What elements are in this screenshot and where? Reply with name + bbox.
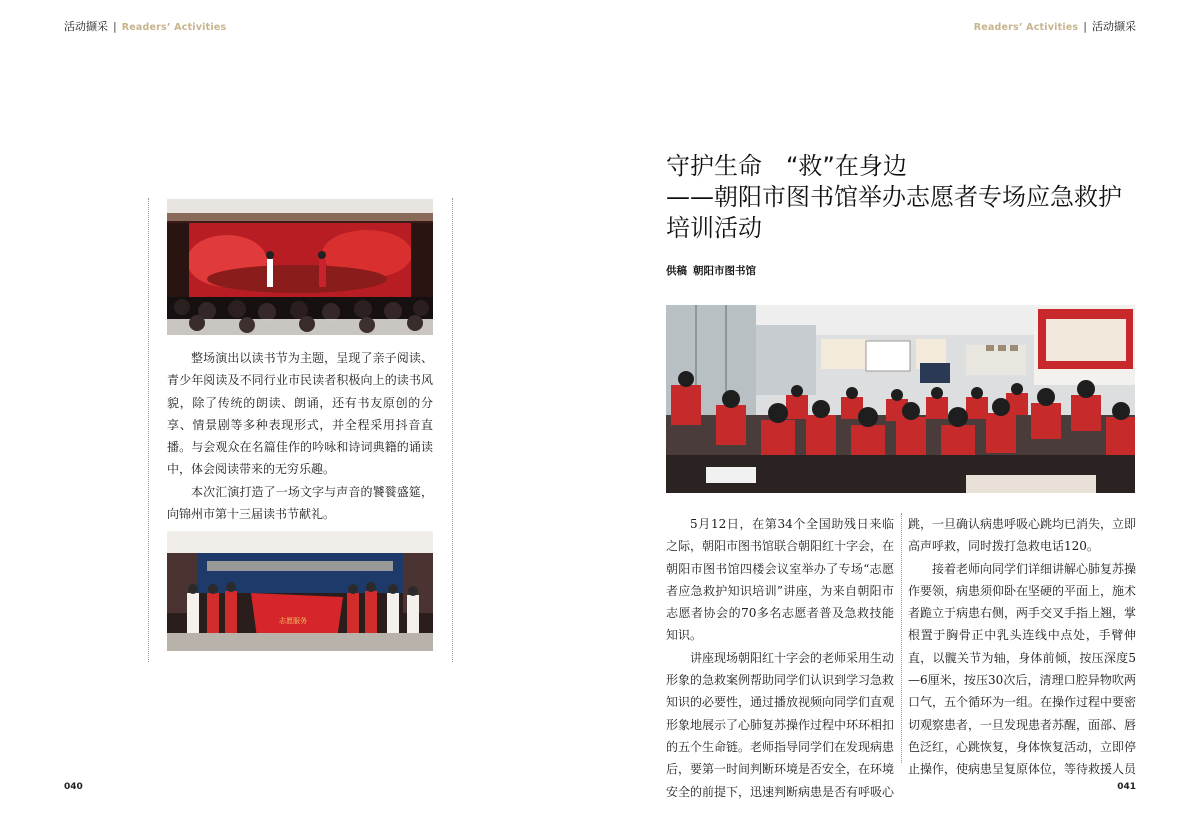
running-header-right [974, 20, 1136, 35]
paragraph: 5月12日，在第34个全国助残日来临之际，朝阳市图书馆联合朝阳红十字会，在朝阳市图书馆四楼会议室举办了专场“志愿者应急救护知识培训”讲座，为来自朝阳市志愿者协会的70多名志愿者普及急救技能知识。 [666, 517, 895, 643]
byline [666, 263, 756, 278]
title-line: 守护生命 “救”在身边 [666, 152, 907, 180]
column-rule [901, 513, 902, 763]
left-column-rule [148, 198, 149, 662]
running-header-left [64, 20, 226, 35]
byline-label: 供稿 [666, 265, 687, 277]
page-number-left: 040 [64, 782, 83, 792]
article-column-2 [908, 513, 1136, 781]
page-number-right: 041 [1117, 782, 1136, 792]
paragraph: 本次汇演打造了一场文字与声音的饕餮盛筵，向锦州市第十三届读书节献礼。 [167, 484, 433, 522]
title-line: ——朝阳市图书馆举办志愿者专场应急救护 [666, 183, 1122, 211]
byline-source: 朝阳市图书馆 [693, 265, 756, 277]
paragraph: 整场演出以读书节为主题，呈现了亲子阅读、青少年阅读及不同行业市民读者积极向上的读书风貌，除了传统的朗读、朗诵，还有书友原创的分享、情景剧等多种表现形式，并全程采用抖音直播。与会观众在名篇佳作的吟咏和诗词典籍的诵读中，体会阅读带来的无穷乐趣。 [167, 351, 433, 477]
group-photo [167, 531, 433, 651]
header-divider: | [113, 20, 117, 33]
article-column-1 [666, 513, 894, 803]
paragraph: 接着老师向同学们详细讲解心肺复苏操作要领，病患须仰卧在坚硬的平面上，施术者跪立于病患右侧，两手交叉手指上翘，掌根置于胸骨正中乳头连线中点处，手臂伸直，以髋关节为轴，身体前倾，按压深度5—6厘米，按压30次后，清理口腔异物吹两口气，五个循环为一组。在操作过程中要密切观察患者，一旦发现患者苏醒，面部、唇色泛红，心跳恢复，身体恢复活动，立即停止操作，使病患呈复原体位，等待救援人员 [908, 561, 1137, 777]
svg-text:志愿服务: 志愿服务 [279, 617, 307, 625]
article-title [666, 151, 1146, 244]
paragraph-continuation: 跳，一旦确认病患呼吸心跳均已消失，立即高声呼救，同时拨打急救电话120。 [908, 517, 1137, 554]
training-classroom-photo [666, 305, 1135, 493]
section-title-cn: 活动撷采 [64, 20, 108, 33]
left-page-body [167, 347, 433, 525]
title-line: 培训活动 [666, 214, 762, 242]
header-divider: | [1083, 20, 1087, 33]
stage-performance-photo [167, 199, 433, 335]
right-column-rule [452, 198, 453, 662]
section-title-en: Readers’ Activities [973, 22, 1079, 33]
paragraph: 讲座现场朝阳红十字会的老师采用生动形象的急救案例帮助同学们认识到学习急救知识的必要性，通过播放视频向同学们直观形象地展示了心肺复苏操作过程中环环相扣的五个生命链。老师指导同学们在发现病患后，要第一时间判断环境是否安全，在环境安全的前提下，迅速判断病患是否有呼吸心 [666, 650, 895, 799]
section-title-en: Readers’ Activities [121, 22, 227, 33]
section-title-cn: 活动撷采 [1092, 20, 1136, 33]
